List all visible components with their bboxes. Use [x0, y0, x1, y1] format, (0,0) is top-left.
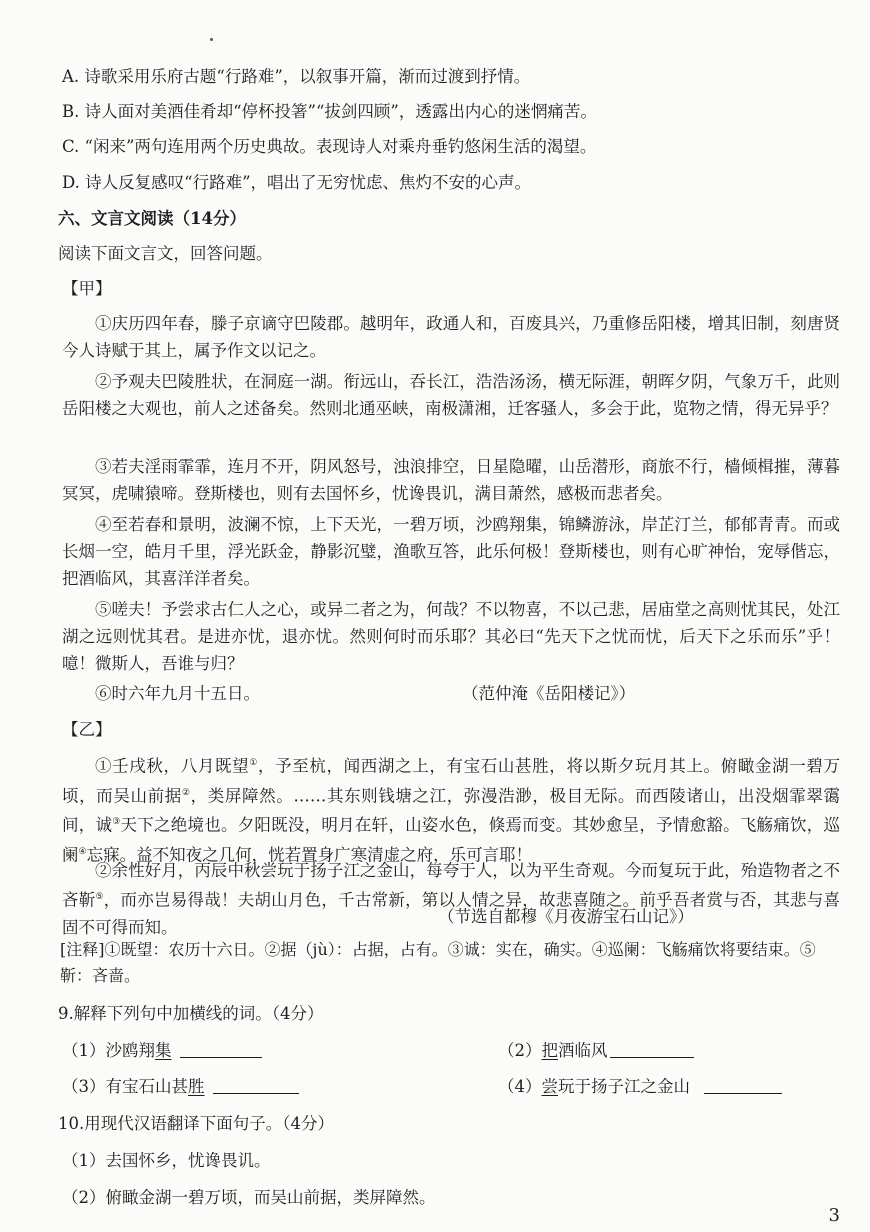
option-c: C. “闲来”两句连用两个历史典故。表现诗人对乘舟垂钓悠闲生活的渴望。 [62, 137, 597, 156]
answer-blank[interactable] [610, 1041, 694, 1058]
question-9-item-4: （4）尝玩于扬子江之金山 [498, 1076, 782, 1098]
footnote-marker: ⑤ [95, 892, 104, 902]
yi-paragraph-1: ①壬戌秋，八月既望①，予至杭，闻西湖之上，有宝石山甚胜，将以斯夕玩月其上。俯瞰金湖一碧万顷，而吴山前据②，类屏障然。……其东则钱塘之江，弥漫浩渺，极目无际。而西陵诸山，出没烟霏翠霭间，诚③天下之绝境也。夕阳既没，明月在轩，山姿水色，倏焉而变。其妙愈呈，予情愈豁。飞觞痛饮，巡阑④忘寐。益不知夜之几何，恍若置身广寒清虚之府，乐可言耶！ [62, 756, 841, 864]
footnote-marker: ① [249, 758, 258, 768]
answer-blank[interactable] [704, 1077, 782, 1094]
answer-blank[interactable] [213, 1077, 299, 1094]
question-9-item-2: （2）把酒临风 [498, 1040, 694, 1062]
jia-paragraph-3: ③若夫淫雨霏霏，连月不开，阴风怒号，浊浪排空，日星隐曜，山岳潜形，商旅不行，樯倾楫摧，薄暮冥冥，虎啸猿啼。登斯楼也，则有去国怀乡，忧谗畏讥，满目萧然，感极而悲者矣。 [62, 457, 840, 503]
page-number: 3 [828, 1205, 840, 1226]
underlined-word: 把 [541, 1041, 558, 1060]
section-instruction: 阅读下面文言文，回答问题。 [58, 244, 273, 263]
underlined-word: 胜 [188, 1077, 205, 1096]
jia-paragraph-2: ②予观夫巴陵胜状，在洞庭一湖。衔远山，吞长江，浩浩汤汤，横无际涯，朝晖夕阴，气象万千，此则岳阳楼之大观也，前人之述备矣。然则北通巫峡，南极潇湘，迁客骚人，多会于此，览物之情，得无异乎？ [62, 372, 840, 418]
annotations: [注释]①既望：农历十六日。②据（jù）：占据，占有。③诚：实在，确实。④巡阑：飞觞痛饮将要结束。⑤靳：吝啬。 [60, 940, 816, 985]
jia-paragraph-6: ⑥时六年九月十五日。 [95, 684, 260, 703]
underlined-word: 尝 [541, 1077, 558, 1096]
jia-paragraph-4: ④至若春和景明，波澜不惊，上下天光，一碧万顷，沙鸥翔集，锦鳞游泳，岸芷汀兰，郁郁青青。而或长烟一空，皓月千里，浮光跃金，静影沉璧，渔歌互答，此乐何极！登斯楼也，则有心旷神怡，宠辱偕忘，把酒临风，其喜洋洋者矣。 [62, 515, 840, 588]
footnote-marker: ④ [78, 846, 87, 857]
option-b: B. 诗人面对美酒佳肴却“停杯投箸”“拔剑四顾”，透露出内心的迷惘痛苦。 [62, 102, 597, 121]
question-9-item-1: （1）沙鸥翔集 [62, 1040, 262, 1062]
scan-dot [210, 38, 213, 41]
section-title: 六、文言文阅读（14分） [58, 209, 246, 228]
jia-paragraph-1: ①庆历四年春，滕子京谪守巴陵郡。越明年，政通人和，百废具兴，乃重修岳阳楼，增其旧制，刻唐贤今人诗赋于其上，属予作文以记之。 [62, 314, 840, 360]
answer-blank[interactable] [180, 1041, 262, 1058]
footnote-marker: ② [181, 787, 191, 798]
question-10-title: 10.用现代汉语翻译下面句子。（4分） [58, 1114, 334, 1133]
yi-label: 【乙】 [62, 720, 112, 739]
footnote-marker: ③ [112, 817, 121, 827]
question-9-item-3: （3）有宝石山甚胜 [62, 1076, 299, 1098]
jia-label: 【甲】 [62, 279, 112, 298]
option-d: D. 诗人反复感叹“行路难”，唱出了无穷忧虑、焦灼不安的心声。 [62, 173, 532, 192]
question-10-sentence-1: （1）去国怀乡，忧谗畏讥。 [62, 1151, 271, 1170]
jia-paragraph-5: ⑤嗟夫！予尝求古仁人之心，或异二者之为，何哉？不以物喜，不以己悲，居庙堂之高则忧其民，处江湖之远则忧其君。是进亦忧，退亦忧。然则何时而乐耶？其必曰“先天下之忧而忧，后天下之乐而乐”乎！噫！微斯人，吾谁与归？ [62, 600, 840, 673]
question-9-title: 9.解释下列句中加横线的词。（4分） [58, 1004, 324, 1023]
underlined-word: 集 [155, 1041, 172, 1060]
option-a: A. 诗歌采用乐府古题“行路难”，以叙事开篇，渐而过渡到抒情。 [62, 67, 531, 86]
yi-source: （节选自都穆《月夜游宝石山记》） [438, 907, 694, 926]
yi-paragraph-2: ②余性好月，丙辰中秋尝玩于扬子江之金山，每夸于人，以为平生奇观。今而复玩于此，殆造物者之不吝靳⑤，而亦岂易得哉！夫胡山月色，千古常新，第以人情之异，故悲喜随之。前乎吾者赏与否，其悲与喜固不可得而知。 [62, 861, 841, 937]
question-10-sentence-2: （2）俯瞰金湖一碧万顷，而吴山前据，类屏障然。 [62, 1188, 436, 1207]
jia-source: （范仲淹《岳阳楼记》） [462, 684, 636, 703]
